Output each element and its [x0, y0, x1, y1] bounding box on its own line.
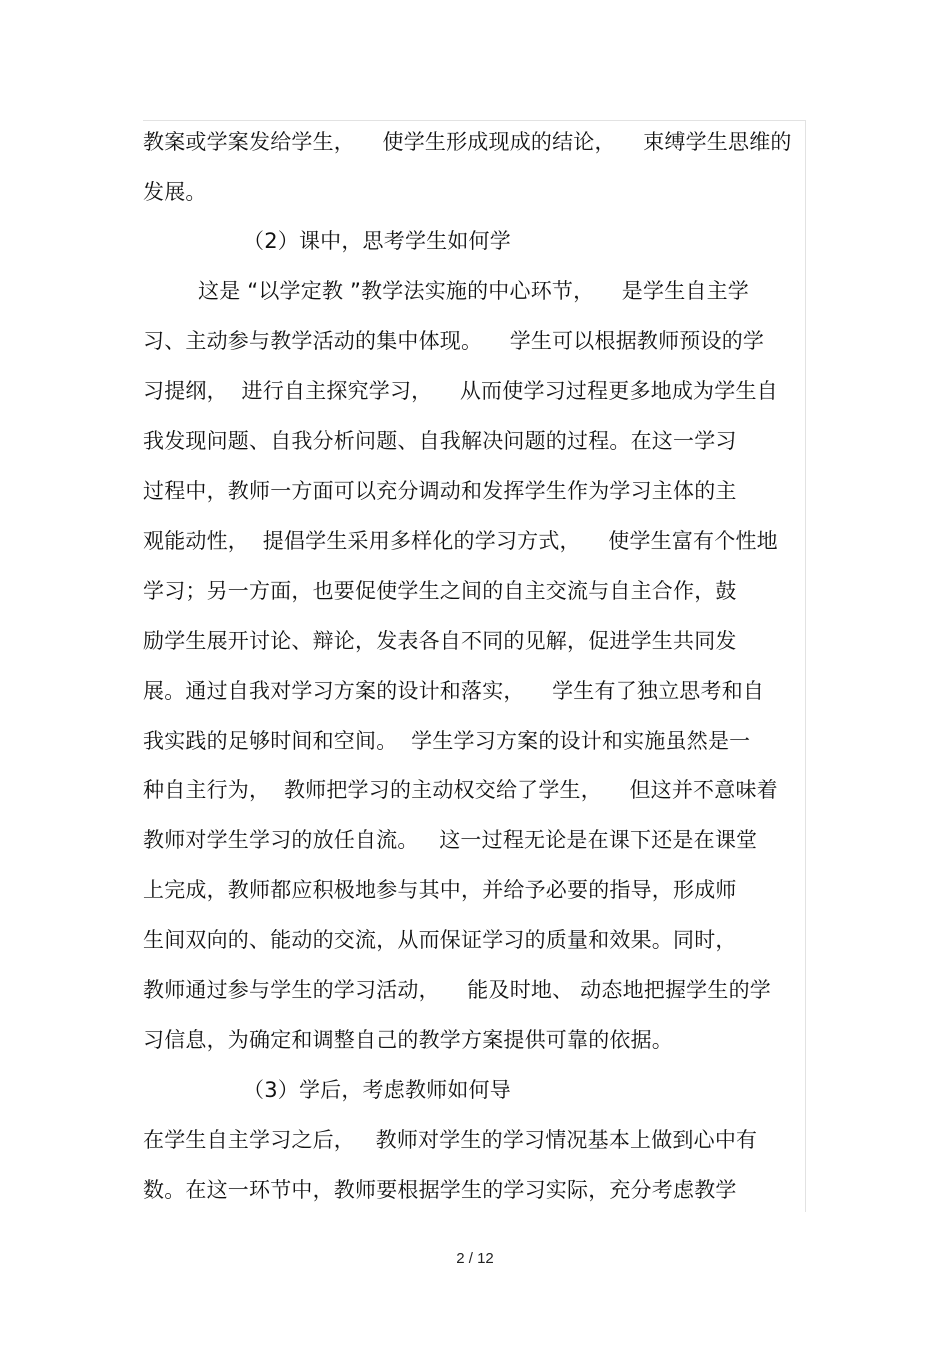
text-line: 教案或学案发给学生， 使学生形成现成的结论， 束缚学生思维的 [143, 130, 792, 154]
text-line: 习提纲， 进行自主探究学习， 从而使学习过程更多地成为学生自 [143, 379, 778, 403]
text-line: 励学生展开讨论、辩论，发表各自不同的见解，促进学生共同发 [143, 629, 737, 653]
text-line: 习、主动参与教学活动的集中体现。 学生可以根据教师预设的学 [143, 329, 765, 353]
section-heading-2: （2）课中，思考学生如何学 [243, 229, 511, 253]
text-line: 展。通过自我对学习方案的设计和落实， 学生有了独立思考和自 [143, 679, 765, 703]
text-line: 教师对学生学习的放任自流。 这一过程无论是在课下还是在课堂 [143, 828, 758, 852]
text-line: 过程中，教师一方面可以充分调动和发挥学生作为学习主体的主 [143, 479, 737, 503]
text-line: 学习；另一方面，也要促使学生之间的自主交流与自主合作，鼓 [143, 579, 737, 603]
text-line: 这是 “以学定教 ”教学法实施的中心环节， 是学生自主学 [143, 279, 750, 303]
text-line: 数。在这一环节中，教师要根据学生的学习实际，充分考虑教学 [143, 1178, 737, 1202]
section-heading-3: （3）学后，考虑教师如何导 [243, 1078, 511, 1102]
text-line: 我实践的足够时间和空间。 学生学习方案的设计和实施虽然是一 [143, 729, 751, 753]
text-line: 观能动性， 提倡学生采用多样化的学习方式， 使学生富有个性地 [143, 529, 778, 553]
text-line: 种自主行为， 教师把学习的主动权交给了学生， 但这并不意味着 [143, 778, 778, 802]
text-line: 我发现问题、自我分析问题、自我解决问题的过程。在这一学习 [143, 429, 737, 453]
text-line: 在学生自主学习之后， 教师对学生的学习情况基本上做到心中有 [143, 1128, 758, 1152]
text-line: 习信息，为确定和调整自己的教学方案提供可靠的依据。 [143, 1028, 673, 1052]
text-line: 发展。 [143, 180, 207, 204]
text-line: 生间双向的、能动的交流，从而保证学习的质量和效果。同时， [143, 928, 737, 952]
text-line: 教师通过参与学生的学习活动， 能及时地、 动态地把握学生的学 [143, 978, 771, 1002]
page-number: 2 / 12 [456, 1250, 494, 1267]
text-line: 上完成，教师都应积极地参与其中，并给予必要的指导，形成师 [143, 878, 737, 902]
